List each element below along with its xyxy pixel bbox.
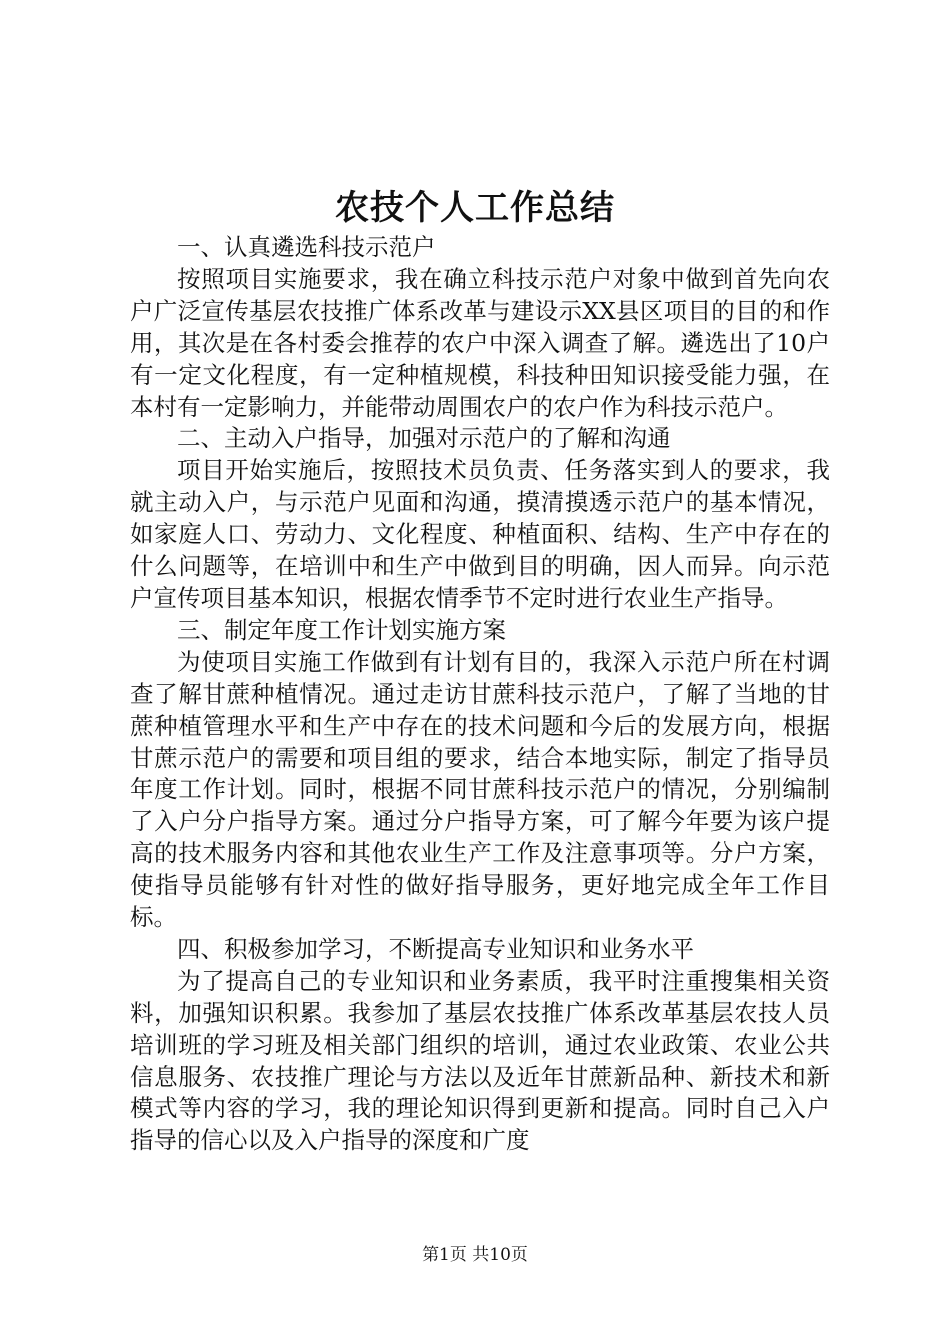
section-3 [130, 615, 830, 934]
section-paragraph: 项目开始实施后，按照技术员负责、任务落实到人的要求，我就主动入户，与示范户见面和沟通，摸清摸透示范户的基本情况，如家庭人口、劳动力、文化程度、种植面积、结构、生产中存在的什么问题等，在培训中和生产中做到目的明确，因人而异。向示范户宣传项目基本知识，根据农情季节不定时进行农业生产指导。 [130, 456, 830, 612]
section-paragraph: 为使项目实施工作做到有计划有目的，我深入示范户所在村调查了解甘蔗种植情况。通过走访甘蔗科技示范户，了解了当地的甘蔗种植管理水平和生产中存在的技术问题和今后的发展方向，根据甘蔗示范户的需要和项目组的要求，结合本地实际，制定了指导员年度工作计划。同时，根据不同甘蔗科技示范户的情况，分别编制了入户分户指导方案。通过分户指导方案，可了解今年要为该户提高的技术服务内容和其他农业生产工作及注意事项等。分户方案，使指导员能够有针对性的做好指导服务，更好地完成全年工作目标。 [130, 647, 830, 932]
section-heading: 四、积极参加学习，不断提高专业知识和业务水平 [177, 934, 694, 963]
page-number-footer: 第1页 共10页 [422, 1245, 528, 1265]
section-heading: 三、制定年度工作计划实施方案 [177, 615, 506, 644]
section-heading: 一、认真遴选科技示范户 [177, 233, 436, 261]
section-2 [130, 423, 830, 614]
section-paragraph: 为了提高自己的专业知识和业务素质，我平时注重搜集相关资料，加强知识积累。我参加了基层农技推广体系改革基层农技人员培训班的学习班及相关部门组织的培训，通过农业政策、农业公共信息服务、农技推广理论与方法以及近年甘蔗新品种、新技术和新模式等内容的学习，我的理论知识得到更新和提高。同时自己入户指导的信心以及入户指导的深度和广度 [130, 966, 830, 1155]
section-paragraph: 按照项目实施要求，我在确立科技示范户对象中做到首先向农户广泛宣传基层农技推广体系改革与建设示XX县区项目的目的和作用，其次是在各村委会推荐的农户中深入调查了解。遴选出了10户有一定文化程度，有一定种植规模，科技种田知识接受能力强，在本村有一定影响力，并能带动周围农户的农户作为科技示范户。 [130, 264, 830, 421]
document-body [130, 232, 830, 1157]
section-4 [130, 934, 830, 1157]
section-1 [130, 232, 830, 423]
section-heading: 二、主动入户指导，加强对示范户的了解和沟通 [177, 424, 671, 453]
document-title: 农技个人工作总结 [335, 188, 615, 228]
